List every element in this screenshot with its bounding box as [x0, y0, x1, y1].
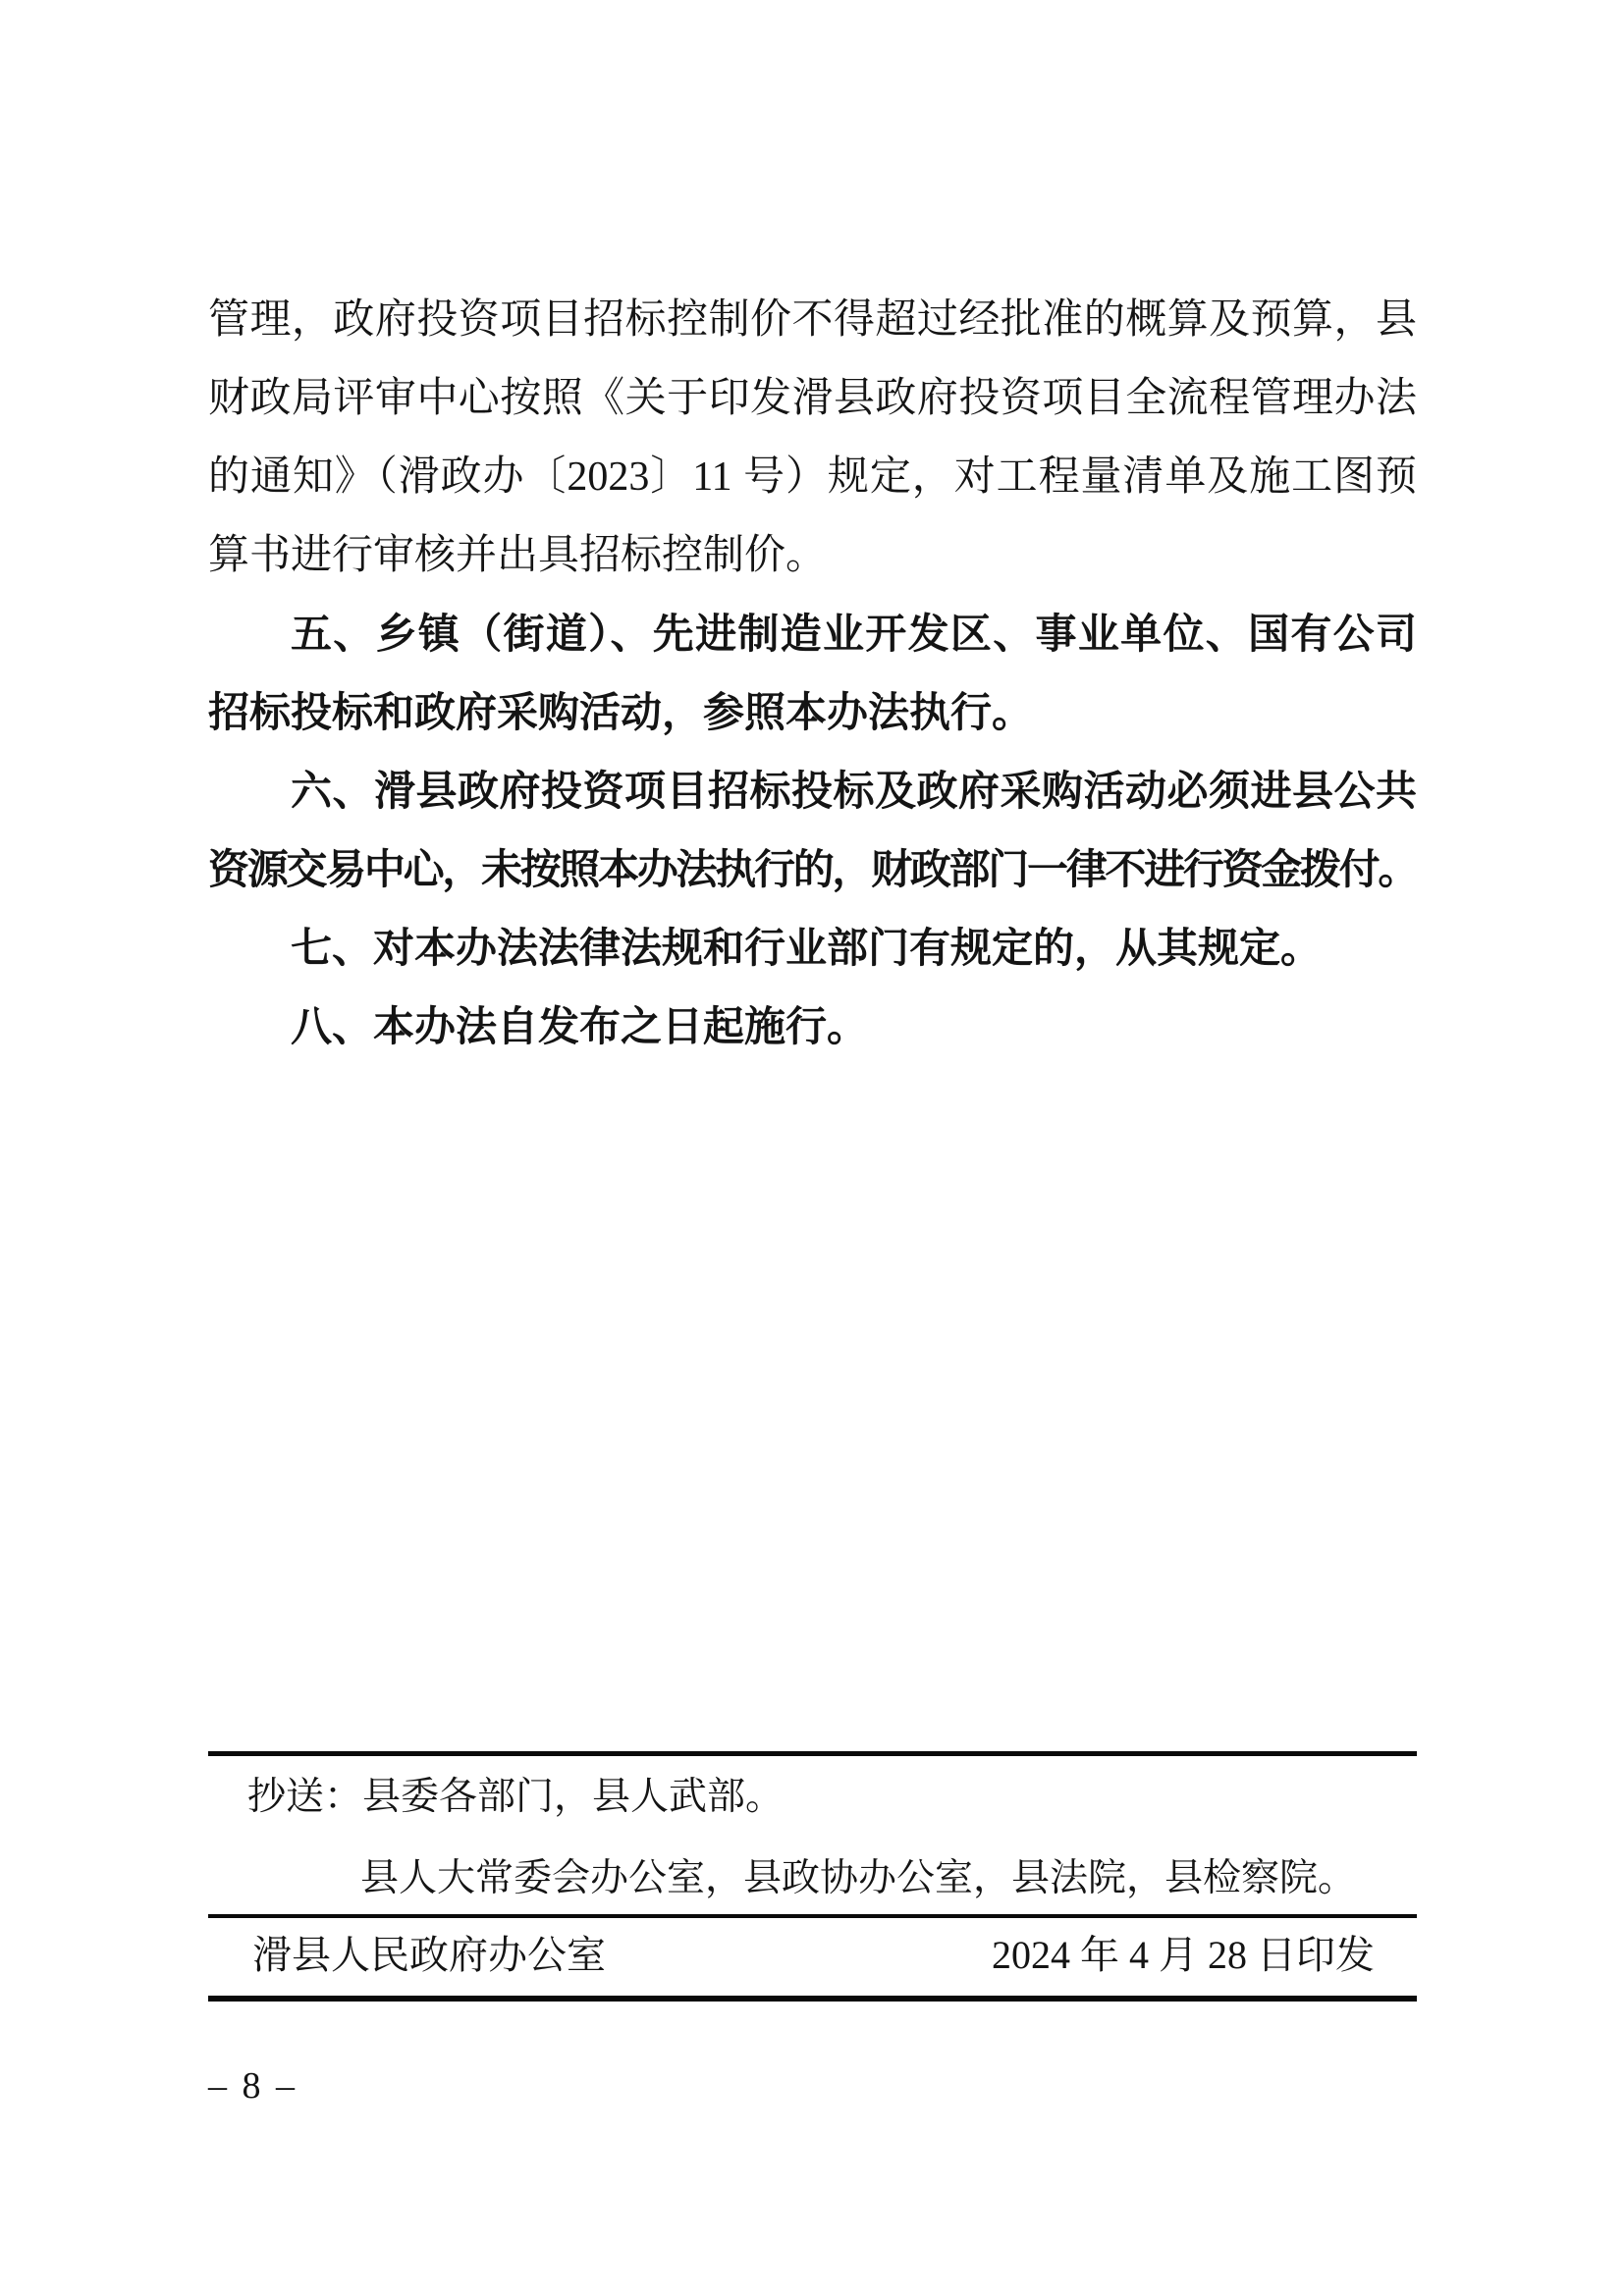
issuer-row	[208, 1917, 1417, 1994]
body-line: 八、本办法自发布之日起施行。	[291, 1003, 869, 1049]
cc-block	[208, 1756, 1417, 1919]
body-line: 财政局评审中心按照《关于印发滑县政府投资项目全流程管理办法	[208, 376, 1417, 421]
body-line: 招标投标和政府采购活动，参照本办法执行。	[208, 689, 1034, 735]
body-line: 资源交易中心，未按照本办法执行的，财政部门一律不进行资金拨付。	[208, 846, 1417, 892]
body-line: 七、对本办法法律法规和行业部门有规定的，从其规定。	[291, 925, 1323, 971]
body-line: 六、滑县政府投资项目招标投标及政府采购活动必须进县公共	[291, 768, 1417, 814]
body-line: 的通知》（滑政办〔2023〕11 号）规定，对工程量清单及施工图预	[208, 454, 1417, 500]
cc-line: 县人大常委会办公室，县政协办公室，县法院，县检察院。	[360, 1857, 1357, 1899]
print-date: 2024 年 4 月 28 日印发	[992, 1933, 1375, 1977]
page-number: – 8 –	[208, 2065, 298, 2107]
body-line: 五、乡镇（街道）、先进制造业开发区、事业单位、国有公司	[291, 611, 1417, 657]
issuer-label: 滑县人民政府办公室	[252, 1933, 606, 1977]
body-line: 管理，政府投资项目招标控制价不得超过经批准的概算及预算，县	[208, 297, 1417, 343]
document-body	[208, 281, 1417, 1066]
body-line: 算书进行审核并出具招标控制价。	[208, 533, 828, 578]
footer-separator-bottom	[208, 1996, 1417, 2002]
cc-line: 抄送：县委各部门，县人武部。	[247, 1776, 785, 1818]
